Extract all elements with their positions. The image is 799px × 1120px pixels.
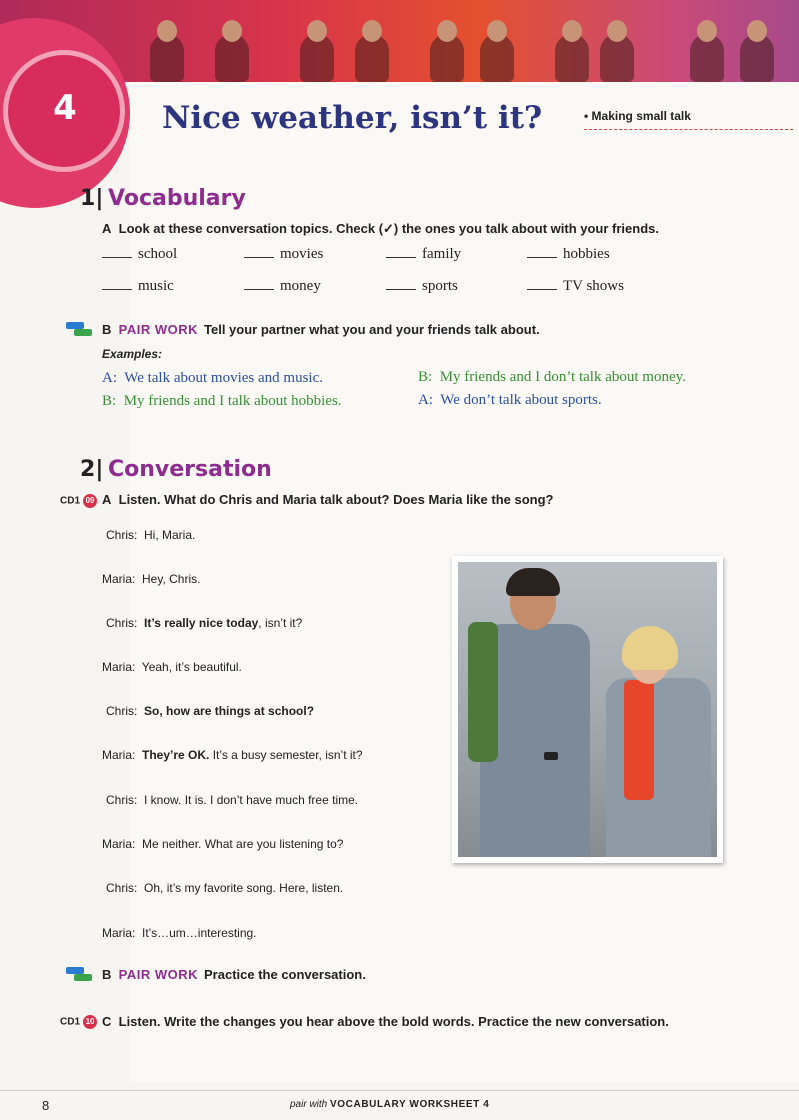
topic-item[interactable]: school [102, 246, 177, 263]
conversation-task-b [102, 967, 366, 982]
checkbox-blank[interactable] [102, 257, 132, 258]
banner-person [480, 34, 514, 82]
task-text: Look at these conversation topics. Check (✓) the ones you talk about with your friends. [118, 221, 659, 236]
unit-number: 4 [53, 88, 77, 128]
topic-item[interactable]: hobbies [527, 246, 610, 263]
subtopic-label: • Making small talk [584, 109, 691, 123]
dialogue-line: Chris: I know. It is. I don’t have much free time. [106, 793, 359, 807]
topic-item[interactable]: money [244, 278, 321, 295]
page-number: 8 [42, 1098, 50, 1113]
dialogue-line: Maria: They’re OK. It’s a busy semester, isn’t it? [102, 748, 363, 762]
vocab-task-a [102, 221, 659, 237]
section-number: 2| [80, 457, 104, 482]
task-letter: B [102, 967, 112, 982]
examples-label: Examples: [102, 347, 163, 361]
audio-track-label[interactable]: CD1 10 [60, 1015, 97, 1029]
topic-item[interactable]: family [386, 246, 461, 263]
subtopic-underline [584, 129, 793, 130]
banner-person [300, 34, 334, 82]
checkbox-blank[interactable] [102, 289, 132, 290]
dialogue-line: Chris: It’s really nice today, isn’t it? [106, 616, 303, 630]
pair-work-icon [66, 322, 92, 336]
audio-track-label[interactable]: CD1 09 [60, 494, 97, 508]
banner-person [215, 34, 249, 82]
task-letter: A [102, 492, 112, 507]
banner-person [430, 34, 464, 82]
example-line: A: We talk about movies and music. [102, 370, 323, 386]
dialogue-line: Chris: Oh, it’s my favorite song. Here, listen. [106, 881, 344, 895]
dialogue-line: Maria: Yeah, it’s beautiful. [102, 660, 242, 674]
task-text: Practice the conversation. [204, 967, 366, 982]
topic-item[interactable]: sports [386, 278, 458, 295]
banner-person [150, 34, 184, 82]
topic-item[interactable]: TV shows [527, 278, 624, 295]
phone-icon [544, 752, 558, 760]
conversation-photo [452, 556, 723, 863]
example-line: A: We don’t talk about sports. [418, 392, 602, 408]
conversation-task-a [102, 492, 553, 507]
pair-work-tag: PAIR WORK [118, 967, 198, 982]
banner-person [740, 34, 774, 82]
checkbox-blank[interactable] [527, 257, 557, 258]
conversation-task-c [102, 1014, 669, 1029]
vocab-task-b [102, 322, 540, 337]
track-icon: 10 [83, 1015, 97, 1029]
pair-work-tag: PAIR WORK [118, 322, 198, 337]
dialogue-line: Maria: Hey, Chris. [102, 572, 201, 586]
banner-person [355, 34, 389, 82]
checkbox-blank[interactable] [527, 289, 557, 290]
task-letter: A [102, 221, 112, 236]
checkbox-blank[interactable] [386, 289, 416, 290]
task-letter: C [102, 1014, 112, 1029]
dialogue-line: Chris: So, how are things at school? [106, 704, 315, 718]
task-text: Tell your partner what you and your friends talk about. [204, 322, 540, 337]
topic-item[interactable]: music [102, 278, 174, 295]
pair-work-icon [66, 967, 92, 981]
task-text: Listen. What do Chris and Maria talk about? Does Maria like the song? [118, 492, 554, 507]
example-line: B: My friends and I don’t talk about money. [418, 369, 686, 385]
checkbox-blank[interactable] [244, 257, 274, 258]
banner-person [690, 34, 724, 82]
footer-reference: pair with VOCABULARY WORKSHEET 4 [290, 1099, 490, 1110]
dialogue-line: Maria: It’s…um…interesting. [102, 926, 257, 940]
section-title-vocabulary: Vocabulary [108, 186, 246, 211]
checkbox-blank[interactable] [386, 257, 416, 258]
topic-item[interactable]: movies [244, 246, 323, 263]
footer-divider [0, 1090, 799, 1091]
section-number: 1| [80, 186, 104, 211]
checkbox-blank[interactable] [244, 289, 274, 290]
task-text: Listen. Write the changes you hear above the bold words. Practice the new conversation. [118, 1014, 669, 1029]
section-title-conversation: Conversation [108, 457, 272, 482]
page-title: Nice weather, isn’t it? [162, 100, 543, 136]
dialogue-line: Maria: Me neither. What are you listening to? [102, 837, 344, 851]
example-line: B: My friends and I talk about hobbies. [102, 393, 342, 409]
track-icon: 09 [83, 494, 97, 508]
photo-woman [606, 678, 711, 857]
banner-person [600, 34, 634, 82]
banner-person [555, 34, 589, 82]
dialogue-line: Chris: Hi, Maria. [106, 528, 196, 542]
task-letter: B [102, 322, 112, 337]
subtopic-text: Making small talk [591, 109, 691, 123]
